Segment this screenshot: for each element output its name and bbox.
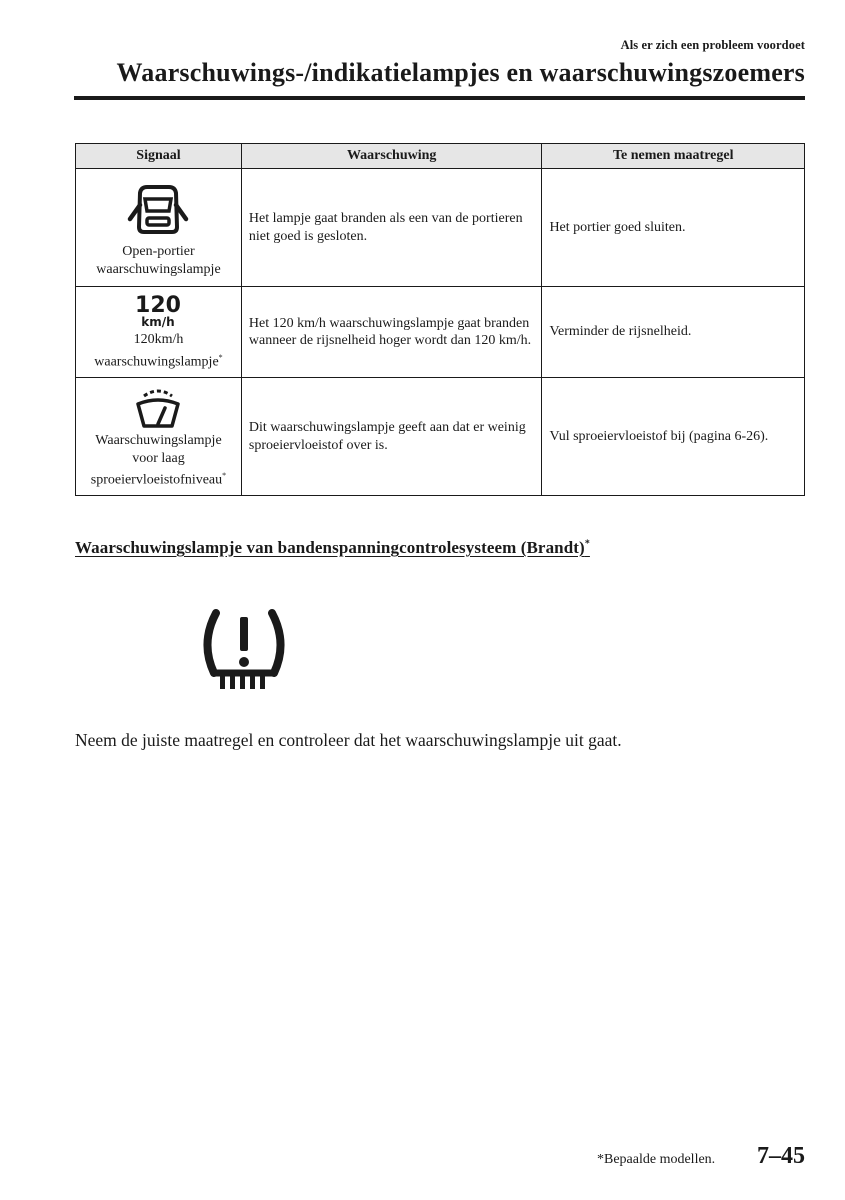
action-cell: Vul sproeiervloeistof bij (pagina 6-26). — [542, 378, 805, 496]
tire-pressure-warning-icon — [198, 607, 290, 693]
signal-label: Open-portier waarschuwingslampje — [96, 244, 221, 277]
body-text: Neem de juiste maatregel en controleer dat het waarschuwingslampje uit gaat. — [75, 730, 622, 750]
warning-lights-table — [75, 143, 805, 496]
page-title: Waarschuwings-/indikatielampjes en waarschuwingszoemers — [116, 58, 805, 87]
washer-fluid-icon — [132, 384, 184, 430]
table-header-row — [76, 144, 805, 169]
running-head: Als er zich een probleem voordoet — [620, 38, 805, 52]
warning-cell: Het lampje gaat branden als een van de portieren niet goed is gesloten. — [241, 169, 542, 287]
column-header-signal: Signaal — [76, 144, 242, 169]
action-cell: Verminder de rijsnelheid. — [542, 287, 805, 378]
speed-120-kmh-icon — [133, 293, 183, 329]
warning-cell: Het 120 km/h waarschuwingslampje gaat branden wanneer de rijsnelheid hoger wordt dan 120 km/h. — [241, 287, 542, 378]
signal-cell — [76, 287, 242, 378]
page-number: 7–45 — [757, 1143, 805, 1169]
footnote: *Bepaalde modellen. — [597, 1152, 716, 1167]
warning-cell: Dit waarschuwingslampje geeft aan dat er weinig sproeiervloeistof over is. — [241, 378, 542, 496]
table-row — [76, 378, 805, 496]
section-heading: Waarschuwingslampje van bandenspanningcontrolesysteem (Brandt)* — [75, 538, 590, 557]
action-cell: Het portier goed sluiten. — [542, 169, 805, 287]
table-row — [76, 287, 805, 378]
column-header-action: Te nemen maatregel — [542, 144, 805, 169]
speed-120-icon-unit: km/h — [141, 315, 176, 330]
signal-label: 120km/h waarschuwingslampje* — [94, 332, 223, 370]
open-door-car-icon — [126, 177, 190, 241]
table-row — [76, 169, 805, 287]
title-rule — [74, 96, 805, 100]
signal-label: Waarschuwingslampje voor laag sproeiervloeistofniveau* — [90, 433, 227, 488]
column-header-warning: Waarschuwing — [241, 144, 542, 169]
signal-cell — [76, 169, 242, 287]
signal-cell — [76, 378, 242, 496]
speed-120-icon-number: 120 — [135, 293, 182, 319]
